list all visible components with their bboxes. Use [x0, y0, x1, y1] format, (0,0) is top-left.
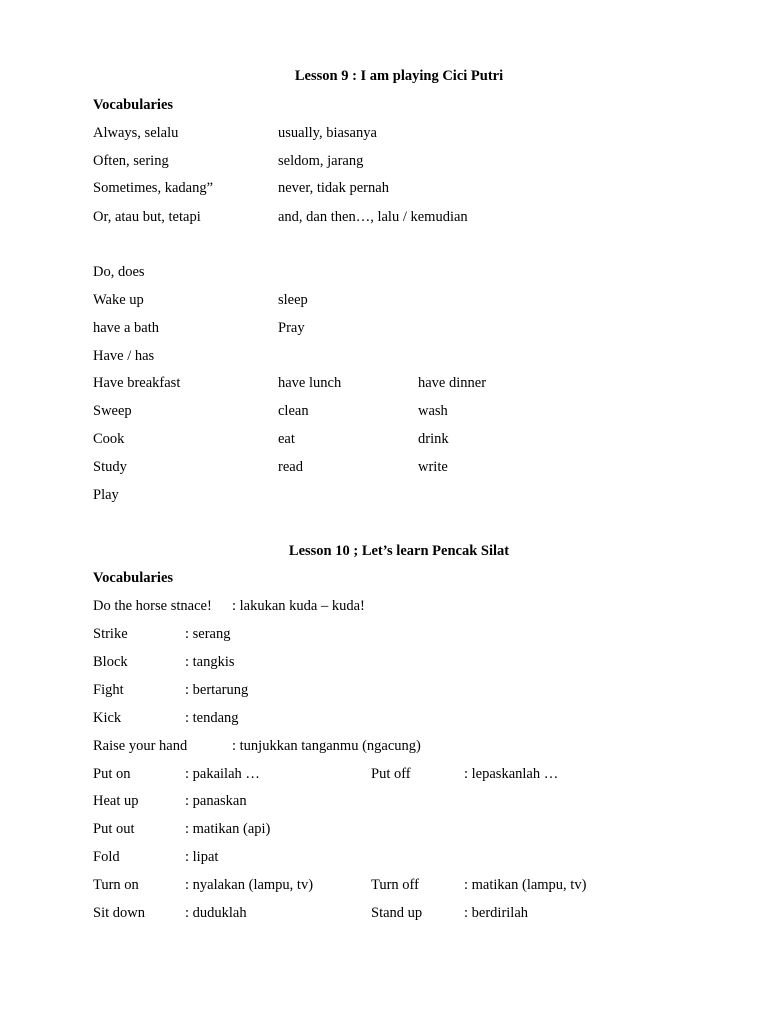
vocab-term: clean	[278, 403, 309, 419]
vocab-term: seldom, jarang	[278, 153, 364, 169]
vocab-term: drink	[418, 431, 449, 447]
vocab-term: write	[418, 459, 448, 475]
vocab-meaning: : duduklah	[185, 905, 247, 921]
vocab-meaning: : panaskan	[185, 793, 247, 809]
lesson9-heading: Vocabularies	[93, 97, 174, 113]
vocab-term: Fold	[93, 849, 120, 865]
vocab-term: Block	[93, 654, 128, 670]
vocab-term: Cook	[93, 431, 125, 447]
vocab-term: Fight	[93, 682, 124, 698]
vocab-meaning: : tangkis	[185, 654, 235, 670]
vocab-term: Stand up	[371, 905, 423, 921]
vocab-term: Put out	[93, 821, 135, 837]
vocab-term: Raise your hand	[93, 738, 188, 754]
vocab-term: eat	[278, 431, 295, 447]
vocab-term: Do, does	[93, 264, 145, 280]
vocab-term: and, dan then…, lalu / kemudian	[278, 209, 468, 225]
vocab-term: Have breakfast	[93, 375, 181, 391]
vocab-term: Put off	[371, 766, 411, 782]
vocab-term: have lunch	[278, 375, 342, 391]
vocab-term: Turn off	[371, 877, 419, 893]
vocab-term: never, tidak pernah	[278, 180, 389, 196]
vocab-meaning: : pakailah …	[185, 766, 260, 782]
vocab-term: Heat up	[93, 793, 139, 809]
vocab-term: read	[278, 459, 303, 475]
vocab-term: Play	[93, 487, 119, 503]
vocab-term: Sweep	[93, 403, 132, 419]
vocab-meaning: : tunjukkan tanganmu (ngacung)	[232, 738, 421, 754]
vocab-term: Put on	[93, 766, 131, 782]
vocab-meaning: : matikan (lampu, tv)	[464, 877, 587, 893]
vocab-term: Always, selalu	[93, 125, 179, 141]
vocab-term: Or, atau but, tetapi	[93, 209, 201, 225]
vocab-meaning: : lepaskanlah …	[464, 766, 559, 782]
vocab-term: have dinner	[418, 375, 487, 391]
vocab-term: Sometimes, kadang”	[93, 180, 214, 196]
lesson10-heading: Vocabularies	[93, 570, 174, 586]
vocab-term: Strike	[93, 626, 128, 642]
vocab-term: Pray	[278, 320, 305, 336]
vocab-term: Often, sering	[93, 153, 169, 169]
vocab-meaning: : bertarung	[185, 682, 249, 698]
vocab-term: Kick	[93, 710, 122, 726]
vocab-term: Study	[93, 459, 127, 475]
lesson9-title: Lesson 9 : I am playing Cici Putri	[294, 68, 504, 84]
lesson10-title: Lesson 10 ; Let’s learn Pencak Silat	[288, 543, 510, 559]
vocab-term: Have / has	[93, 348, 155, 364]
vocab-meaning: : tendang	[185, 710, 239, 726]
vocab-term: Turn on	[93, 877, 139, 893]
vocab-meaning: : matikan (api)	[185, 821, 271, 837]
vocab-meaning: : lakukan kuda – kuda!	[232, 598, 365, 614]
vocab-term: Wake up	[93, 292, 144, 308]
vocab-term: have a bath	[93, 320, 160, 336]
vocab-term: Sit down	[93, 905, 145, 921]
vocab-term: wash	[418, 403, 448, 419]
vocab-term: usually, biasanya	[278, 125, 377, 141]
vocab-term: sleep	[278, 292, 308, 308]
vocab-meaning: : berdirilah	[464, 905, 529, 921]
vocab-meaning: : nyalakan (lampu, tv)	[185, 877, 314, 893]
vocab-meaning: : serang	[185, 626, 231, 642]
vocab-meaning: : lipat	[185, 849, 219, 865]
vocab-term: Do the horse stnace!	[93, 598, 212, 614]
